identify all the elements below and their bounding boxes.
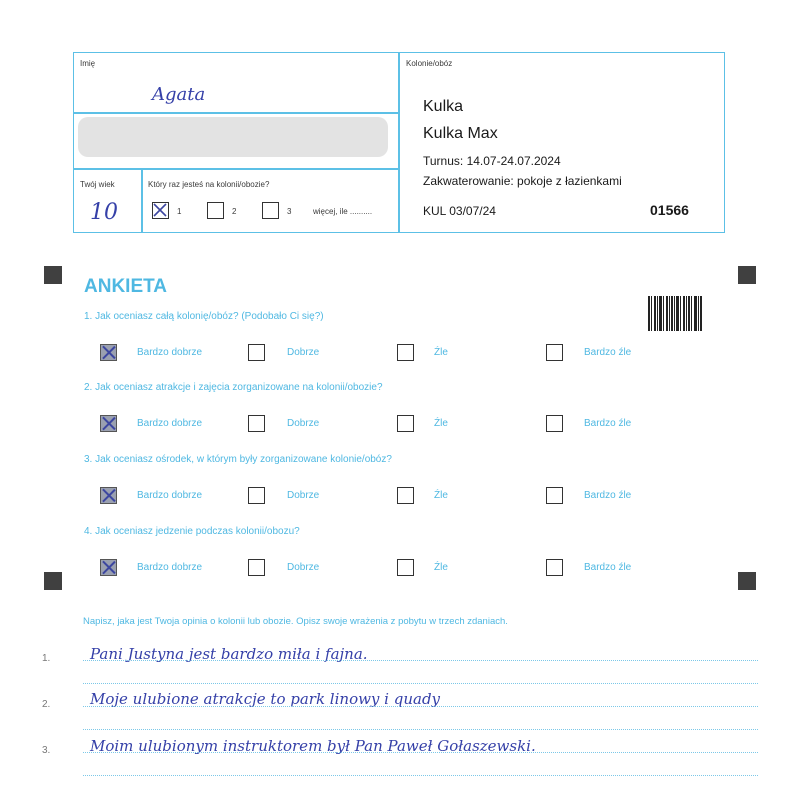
numer: 01566	[650, 202, 689, 218]
q4-option-bardzo-dobrze-label: Bardzo dobrze	[137, 562, 203, 573]
q2-option-bardzo-dobrze-checkbox[interactable]	[100, 415, 117, 432]
opinion-line-3-number: 3.	[42, 745, 51, 756]
q3-option-bardzo-dobrze-label: Bardzo dobrze	[137, 490, 203, 501]
wiek-value[interactable]: 10	[90, 200, 118, 225]
q1-option-bardzo-dobrze-label: Bardzo dobrze	[137, 347, 203, 358]
header-divider-wiek	[141, 168, 143, 233]
q3-option-zle-checkbox[interactable]	[397, 487, 414, 504]
kolonie-label: Kolonie/obóz	[406, 59, 453, 68]
ktory-raz-option-3: 3	[287, 207, 292, 216]
kod: KUL 03/07/24	[423, 204, 496, 218]
ktory-raz-checkbox-3[interactable]	[262, 202, 279, 219]
check-x-icon	[153, 203, 167, 217]
q3-option-dobrze-checkbox[interactable]	[248, 487, 265, 504]
q2-option-zle-label: Źle	[434, 418, 448, 429]
q1-option-bardzo-zle-label: Bardzo źle	[584, 347, 632, 358]
q4-option-bardzo-dobrze-checkbox[interactable]	[100, 559, 117, 576]
q3-option-bardzo-zle-checkbox[interactable]	[546, 487, 563, 504]
imie-label: Imię	[80, 59, 96, 68]
imie-value[interactable]: Agata	[152, 84, 206, 105]
q3-option-bardzo-zle-label: Bardzo źle	[584, 490, 632, 501]
opinion-line-1-rule-extra	[83, 683, 758, 684]
q4-option-zle-checkbox[interactable]	[397, 559, 414, 576]
opinion-line-2-answer[interactable]: Moje ulubione atrakcje to park linowy i quady	[90, 690, 441, 708]
q4-option-dobrze-label: Dobrze	[287, 562, 320, 573]
opinion-line-1-rule	[83, 660, 758, 661]
q1-option-zle-label: Źle	[434, 347, 448, 358]
question-4-text: 4. Jak oceniasz jedzenie podczas kolonii/obozu?	[84, 526, 300, 537]
q2-option-bardzo-zle-label: Bardzo źle	[584, 418, 632, 429]
ktory-raz-option-1: 1	[177, 207, 182, 216]
turnus: Turnus: 14.07-24.07.2024	[423, 154, 561, 168]
q1-option-dobrze-label: Dobrze	[287, 347, 320, 358]
opinion-line-1-number: 1.	[42, 653, 51, 664]
ktory-raz-checkbox-2[interactable]	[207, 202, 224, 219]
registration-marker-top-right	[738, 266, 756, 284]
q1-option-dobrze-checkbox[interactable]	[248, 344, 265, 361]
q2-option-bardzo-dobrze-label: Bardzo dobrze	[137, 418, 203, 429]
opinion-line-2-number: 2.	[42, 699, 51, 710]
registration-marker-bottom-right	[738, 572, 756, 590]
opinion-line-2-rule	[83, 706, 758, 707]
opinion-line-3-rule	[83, 752, 758, 753]
q4-option-bardzo-zle-label: Bardzo źle	[584, 562, 632, 573]
nazwisko-redacted	[78, 117, 388, 157]
q1-option-bardzo-zle-checkbox[interactable]	[546, 344, 563, 361]
question-1-text: 1. Jak oceniasz całą kolonię/obóz? (Podobało Ci się?)	[84, 311, 324, 322]
opinion-line-1-answer[interactable]: Pani Justyna jest bardzo miła i fajna.	[90, 645, 368, 663]
wiek-label: Twój wiek	[80, 180, 115, 189]
barcode	[648, 296, 703, 331]
wiecej-label: więcej, ile ..........	[313, 207, 373, 216]
q3-option-zle-label: Źle	[434, 490, 448, 501]
q4-option-bardzo-zle-checkbox[interactable]	[546, 559, 563, 576]
q1-option-zle-checkbox[interactable]	[397, 344, 414, 361]
ktory-raz-option-2: 2	[232, 207, 237, 216]
opinion-line-3-answer[interactable]: Moim ulubionym instruktorem był Pan Paweł Gołaszewski.	[90, 737, 536, 755]
opinion-line-3-rule-extra	[83, 775, 758, 776]
kolonie-name: Kulka	[423, 98, 464, 115]
registration-marker-bottom-left	[44, 572, 62, 590]
q1-option-bardzo-dobrze-checkbox[interactable]	[100, 344, 117, 361]
ktory-raz-label: Który raz jesteś na kolonii/obozie?	[148, 180, 270, 189]
header-divider-nazwisko	[73, 168, 399, 170]
question-2-text: 2. Jak oceniasz atrakcje i zajęcia zorganizowane na kolonii/obozie?	[84, 382, 383, 393]
q4-option-dobrze-checkbox[interactable]	[248, 559, 265, 576]
header-divider-imie	[73, 112, 399, 114]
q2-option-zle-checkbox[interactable]	[397, 415, 414, 432]
survey-title: ANKIETA	[84, 276, 168, 297]
zakwaterowanie: Zakwaterowanie: pokoje z łazienkami	[423, 174, 622, 188]
opinion-prompt: Napisz, jaka jest Twoja opinia o kolonii lub obozie. Opisz swoje wrażenia z pobytu w trzech zdaniach.	[83, 616, 508, 627]
opinion-line-2-rule-extra	[83, 729, 758, 730]
q4-option-zle-label: Źle	[434, 562, 448, 573]
header-divider-vertical	[398, 52, 400, 233]
q2-option-dobrze-label: Dobrze	[287, 418, 320, 429]
ktory-raz-checkbox-1[interactable]	[152, 202, 169, 219]
q3-option-bardzo-dobrze-checkbox[interactable]	[100, 487, 117, 504]
question-3-text: 3. Jak oceniasz ośrodek, w którym były zorganizowane kolonie/obóz?	[84, 454, 392, 465]
q3-option-dobrze-label: Dobrze	[287, 490, 320, 501]
q2-option-bardzo-zle-checkbox[interactable]	[546, 415, 563, 432]
kolonie-subname: Kulka Max	[423, 125, 498, 142]
q2-option-dobrze-checkbox[interactable]	[248, 415, 265, 432]
registration-marker-top-left	[44, 266, 62, 284]
